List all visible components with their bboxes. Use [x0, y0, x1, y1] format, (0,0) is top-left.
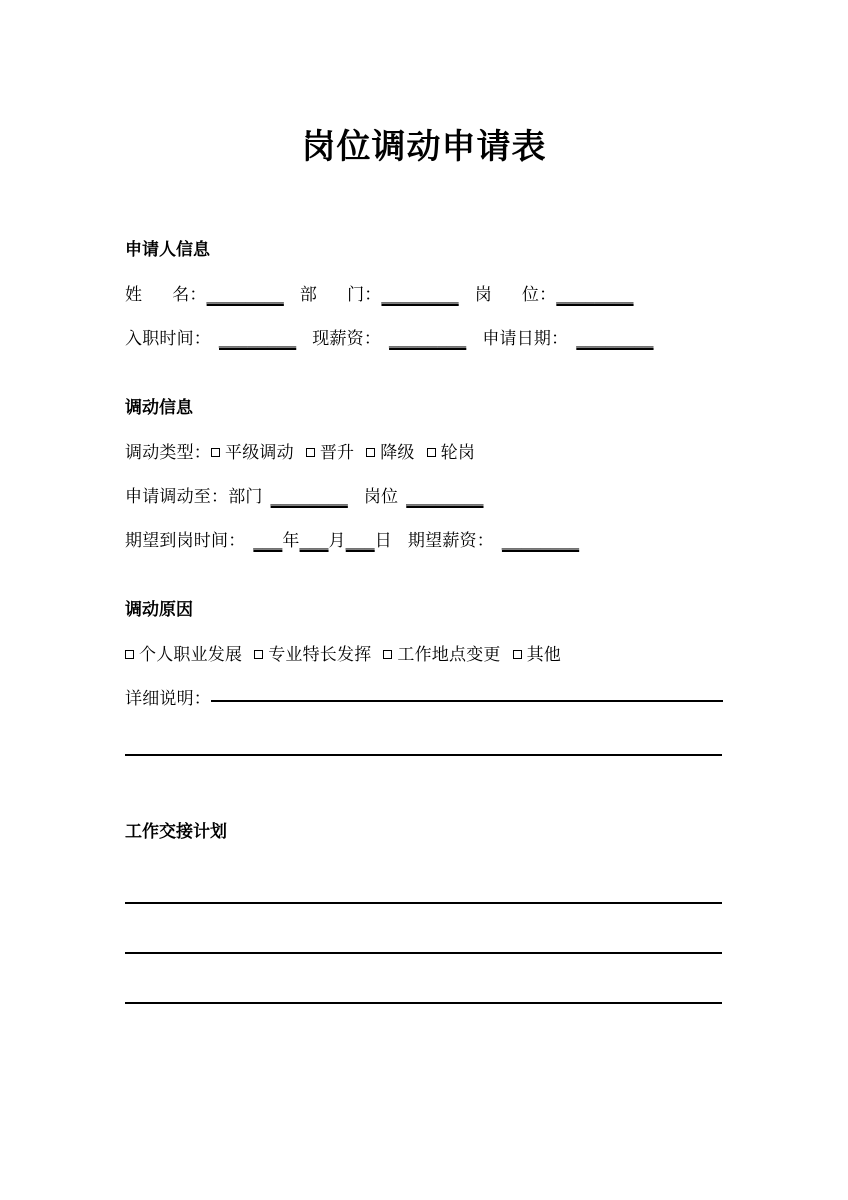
applicant-row-2 [125, 324, 725, 354]
section-applicant-info [125, 238, 725, 354]
department-label: 部 [299, 285, 318, 304]
checkbox-icon[interactable] [366, 448, 375, 457]
handover-line-row-3 [125, 984, 725, 1034]
checkbox-icon[interactable] [383, 650, 392, 659]
handover-input-blank-1[interactable] [125, 902, 722, 904]
transfer-type-option-promotion[interactable] [306, 438, 354, 468]
section-spacer [125, 786, 725, 820]
expected-date-label: 期望到岗时间： [125, 531, 246, 550]
hire-date-input-blank[interactable]: ________ [219, 329, 297, 348]
department-input-blank[interactable]: ________ [381, 285, 459, 304]
page-title: 岗位调动申请表 [301, 128, 547, 166]
applicant-row-1 [125, 280, 725, 310]
apply-date-label: 申请日期： [482, 329, 569, 348]
reason-option-other[interactable] [513, 640, 561, 670]
handover-input-blank-2[interactable] [125, 952, 722, 954]
expected-date-row [125, 526, 725, 556]
handover-input-blank-3[interactable] [125, 1002, 722, 1004]
reason-detail-row-2 [125, 736, 725, 786]
department-label-suffix: 门： [347, 285, 382, 304]
expected-year-input-blank[interactable]: ___ [253, 531, 283, 550]
target-position-input-blank[interactable]: ________ [406, 487, 484, 506]
checkbox-icon[interactable] [211, 448, 220, 457]
month-unit-label: 月 [328, 531, 346, 550]
reason-option-location-change[interactable] [383, 640, 500, 670]
apply-date-input-blank[interactable]: ________ [576, 329, 654, 348]
transfer-type-option-demotion[interactable] [366, 438, 414, 468]
year-unit-label: 年 [282, 531, 300, 550]
transfer-type-option-lateral[interactable] [211, 438, 294, 468]
transfer-type-row [125, 438, 725, 468]
document-body [125, 238, 725, 1034]
option-label: 其他 [526, 645, 562, 664]
position-label-suffix: 位： [521, 285, 557, 304]
section-heading-transfer-reason: 调动原因 [125, 600, 193, 619]
transfer-type-option-rotation[interactable] [427, 438, 475, 468]
checkbox-icon[interactable] [125, 650, 134, 659]
transfer-type-label: 调动类型： [125, 443, 211, 462]
name-label: 姓 [125, 285, 143, 304]
checkbox-icon[interactable] [254, 650, 263, 659]
position-input-blank[interactable]: ________ [556, 285, 634, 304]
expected-day-input-blank[interactable]: ___ [345, 531, 375, 550]
section-spacer [125, 556, 725, 598]
section-transfer-info [125, 396, 725, 556]
reason-detail-input-blank-2[interactable] [125, 754, 722, 756]
section-transfer-reason [125, 598, 725, 786]
option-label: 降级 [380, 443, 415, 462]
reason-option-expertise[interactable] [254, 640, 371, 670]
handover-line-row-1 [125, 884, 725, 934]
name-input-blank[interactable]: ________ [206, 285, 284, 304]
reason-option-career-development[interactable] [125, 640, 242, 670]
row-spacer [125, 862, 725, 884]
option-label: 轮岗 [440, 443, 476, 462]
row-spacer [125, 714, 725, 736]
checkbox-icon[interactable] [306, 448, 315, 457]
expected-salary-label: 期望薪资： [407, 531, 494, 550]
day-unit-label: 日 [374, 531, 392, 550]
section-heading-applicant-info: 申请人信息 [125, 240, 210, 259]
section-spacer [125, 354, 725, 396]
option-label: 平级调动 [225, 443, 294, 462]
option-label: 个人职业发展 [139, 645, 243, 664]
option-label: 工作地点变更 [397, 645, 501, 664]
section-heading-transfer-info: 调动信息 [125, 398, 193, 417]
target-position-label: 岗位 [363, 487, 399, 506]
current-salary-input-blank[interactable]: ________ [389, 329, 467, 348]
current-salary-label: 现薪资： [312, 329, 382, 348]
reason-detail-label: 详细说明： [125, 689, 211, 708]
name-label-suffix: 名： [172, 285, 207, 304]
transfer-target-row [125, 482, 725, 512]
option-label: 晋升 [319, 443, 355, 462]
hire-date-label: 入职时间： [125, 329, 211, 348]
expected-salary-input-blank[interactable]: ________ [501, 531, 580, 550]
reason-detail-input-blank[interactable] [211, 700, 723, 702]
transfer-to-label: 申请调动至： [125, 487, 229, 506]
section-heading-handover-plan: 工作交接计划 [125, 822, 227, 841]
target-department-label: 部门 [228, 487, 263, 506]
handover-line-row-2 [125, 934, 725, 984]
checkbox-icon[interactable] [513, 650, 522, 659]
reason-detail-row [125, 684, 725, 714]
target-department-input-blank[interactable]: ________ [270, 487, 348, 506]
position-label: 岗 [474, 285, 492, 304]
expected-month-input-blank[interactable]: ___ [299, 531, 329, 550]
checkbox-icon[interactable] [427, 448, 436, 457]
section-handover-plan [125, 820, 725, 1034]
option-label: 专业特长发挥 [268, 645, 372, 664]
reason-options-row [125, 640, 725, 670]
